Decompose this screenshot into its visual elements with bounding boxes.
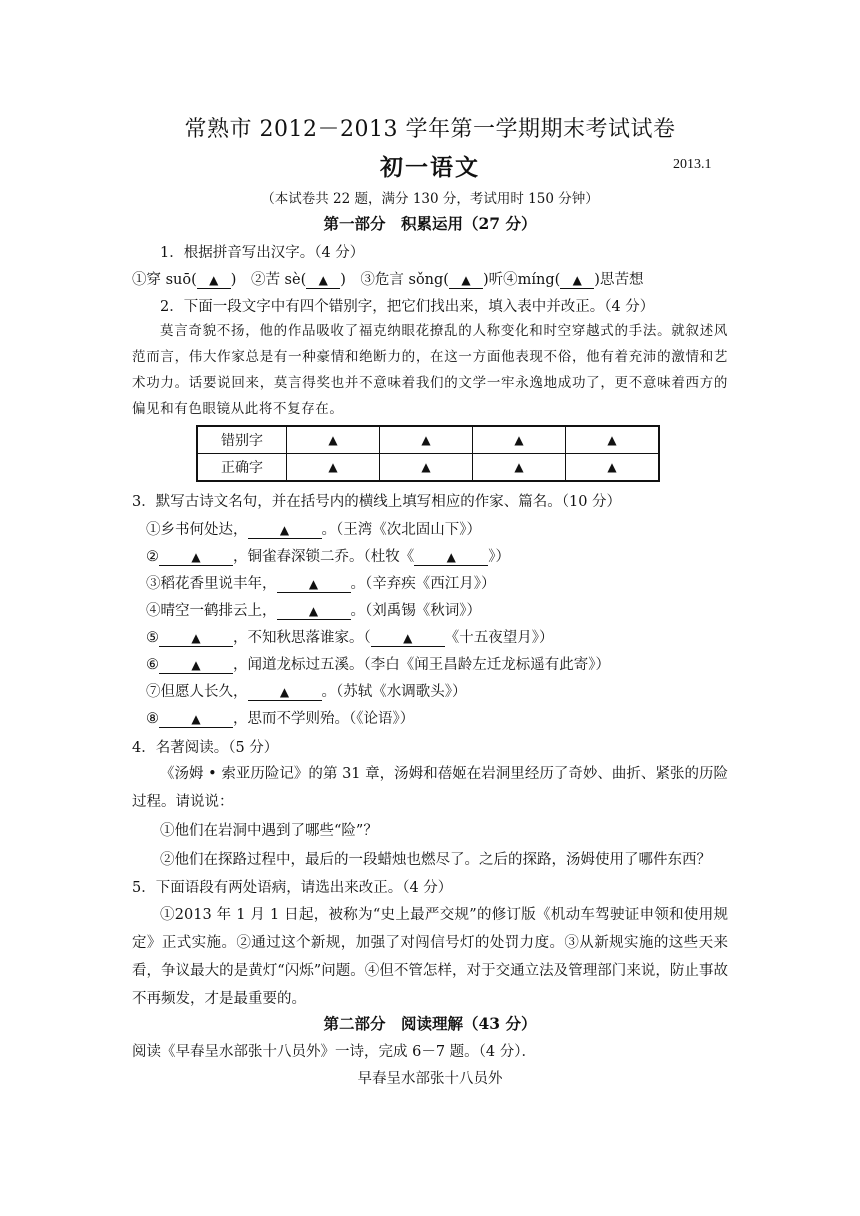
q3-item: [146, 707, 414, 728]
q3-text: 《十五夜望月》）: [444, 630, 554, 646]
row-label: 正确字: [197, 454, 287, 482]
q3-text: 。（辛弃疾《西江月》）: [350, 576, 496, 592]
q4-sub2: ②他们在探路过程中，最后的一段蜡烛也燃尽了。之后的探路，汤姆使用了哪件东西？: [160, 852, 711, 868]
q3-blank[interactable]: [277, 603, 351, 620]
q3-item: [146, 572, 496, 593]
q3-text: ，铜雀春深锁二乔。（杜牧《: [233, 549, 415, 565]
q3-blank[interactable]: [159, 657, 233, 674]
exam-title: 常熟市 2012－2013 学年第一学期期末考试试卷: [184, 117, 676, 142]
triangle-icon: ▲: [607, 433, 617, 447]
q5-prompt: 5．下面语段有两处语病，请选出来改正。（4 分）: [132, 880, 453, 896]
q1-seg3: ) ③危言 sǒng(: [340, 272, 449, 288]
q1-blank3[interactable]: [449, 272, 483, 289]
triangle-icon: ▲: [191, 712, 201, 726]
part2-heading: 第二部分 阅读理解（43 分）: [323, 1014, 537, 1033]
q1-blank4[interactable]: [560, 272, 594, 289]
triangle-icon: ▲: [514, 433, 524, 447]
q1-seg1: ①穿 suō(: [132, 272, 197, 288]
exam-note: （本试卷共 22 题，满分 130 分，考试用时 150 分钟）: [261, 191, 599, 207]
q1-seg2: ) ②苦 sè(: [230, 272, 307, 288]
q3-blank[interactable]: [248, 522, 322, 539]
q3-text: ④晴空一鹤排云上，: [146, 603, 277, 619]
q3-blank[interactable]: [414, 549, 488, 566]
q1-seg5: )思苦想: [594, 272, 644, 288]
triangle-icon: ▲: [308, 604, 319, 618]
q3-blank[interactable]: [371, 630, 445, 647]
q3-item: [146, 599, 481, 620]
triangle-icon: ▲: [191, 658, 201, 672]
q3-text: ①乡书何处达，: [146, 522, 248, 538]
triangle-icon: ▲: [209, 273, 219, 287]
triangle-icon: ▲: [514, 460, 524, 474]
triangle-icon: ▲: [279, 685, 290, 699]
triangle-icon: ▲: [308, 577, 319, 591]
answer-cell[interactable]: [566, 426, 660, 454]
triangle-icon: ▲: [191, 550, 201, 564]
table-row: [197, 454, 659, 482]
q3-blank[interactable]: [159, 549, 233, 566]
answer-cell[interactable]: [473, 426, 566, 454]
q3-item: [146, 545, 510, 566]
triangle-icon: ▲: [607, 460, 617, 474]
triangle-icon: ▲: [191, 631, 201, 645]
row-label: 错别字: [197, 426, 287, 454]
q3-text: ⑥: [146, 657, 159, 673]
part1-heading: 第一部分 积累运用（27 分）: [323, 214, 537, 233]
q2-passage: 莫言奇貌不扬，他的作品吸收了福克纳眼花撩乱的人称变化和时空穿越式的手法。就叙述风范而言，伟大作家总是有一种豪情和绝断力的，在这一方面他表现不俗，他有着充沛的激情和艺术功力。话要说回来，莫言得奖也并不意味着我们的文学一牢永逸地成功了，更不意味着西方的偏见和有色眼镜从此将不复存在。: [132, 323, 728, 417]
q3-blank[interactable]: [248, 684, 322, 701]
q3-text: ③稻花香里说丰年，: [146, 576, 277, 592]
answer-cell[interactable]: [473, 454, 566, 482]
answer-cell[interactable]: [566, 454, 660, 482]
answer-cell[interactable]: [380, 426, 473, 454]
q3-text: 。（刘禹锡《秋词》）: [350, 603, 481, 619]
q3-blank[interactable]: [277, 576, 351, 593]
triangle-icon: ▲: [572, 273, 582, 287]
answer-cell[interactable]: [287, 426, 380, 454]
q4-prompt: 4．名著阅读。（5 分）: [132, 740, 279, 756]
triangle-icon: ▲: [461, 273, 471, 287]
table-row: [197, 426, 659, 454]
q3-item: [146, 653, 610, 674]
q1-line: [132, 268, 643, 289]
q3-text: ⑦但愿人长久，: [146, 684, 248, 700]
answer-cell[interactable]: [380, 454, 473, 482]
q3-blank[interactable]: [159, 630, 233, 647]
q3-prompt: 3．默写古诗文名句，并在括号内的横线上填写相应的作家、篇名。（10 分）: [132, 494, 622, 510]
q4-paragraph: 《汤姆 • 索亚历险记》的第 31 章，汤姆和蓓姬在岩洞里经历了奇妙、曲折、紧张的历险过程。请说说：: [132, 766, 728, 810]
poem-title: 早春呈水部张十八员外: [357, 1071, 503, 1087]
triangle-icon: ▲: [279, 523, 290, 537]
q3-text: ，不知秋思落谁家。（: [233, 630, 371, 646]
error-correction-table: [196, 425, 660, 482]
triangle-icon: ▲: [421, 433, 431, 447]
q3-text: ⑤: [146, 630, 159, 646]
subject-title: 初一语文: [380, 155, 480, 181]
q3-item: [146, 626, 554, 647]
q3-text: ②: [146, 549, 159, 565]
triangle-icon: ▲: [328, 433, 338, 447]
q3-text: ，思而不学则殆。（《论语》）: [233, 711, 415, 727]
triangle-icon: ▲: [421, 460, 431, 474]
q2-prompt: 2．下面一段文字中有四个错别字，把它们找出来，填入表中并改正。（4 分）: [160, 299, 655, 315]
q1-seg4: )听④míng(: [482, 272, 561, 288]
triangle-icon: ▲: [446, 550, 456, 564]
q1-prompt: 1．根据拼音写出汉字。（4 分）: [160, 245, 365, 261]
part2-intro: 阅读《早春呈水部张十八员外》一诗，完成 6－7 题。（4 分）．: [132, 1044, 537, 1060]
q3-text: ，闻道龙标过五溪。（李白《闻王昌龄左迁龙标遥有此寄》）: [233, 657, 610, 673]
exam-date: 2013.1: [673, 157, 712, 172]
q3-item: [146, 680, 467, 701]
q5-paragraph: ①2013 年 1 月 1 日起，被称为“史上最严交规”的修订版《机动车驾驶证申领和使用规定》正式实施。②通过这个新规，加强了对闯信号灯的处罚力度。③从新规实施的这些天来看，争议最大的是黄灯“闪烁”问题。④但不管怎样，对于交通立法及管理部门来说，防止事故不再频发，才是最重要的。: [132, 907, 728, 1007]
q3-text: 。（苏轼《水调歌头》）: [321, 684, 467, 700]
q3-text: 》）: [488, 549, 510, 565]
q1-blank1[interactable]: [197, 272, 231, 289]
q3-item: [146, 518, 481, 539]
triangle-icon: ▲: [318, 273, 328, 287]
q3-blank[interactable]: [159, 711, 233, 728]
answer-cell[interactable]: [287, 454, 380, 482]
triangle-icon: ▲: [328, 460, 338, 474]
q3-text: ⑧: [146, 711, 159, 727]
q4-sub1: ①他们在岩洞中遇到了哪些“险”？: [160, 823, 378, 839]
q1-blank2[interactable]: [306, 272, 340, 289]
q3-text: 。（王湾《次北固山下》）: [321, 522, 481, 538]
triangle-icon: ▲: [403, 631, 413, 645]
